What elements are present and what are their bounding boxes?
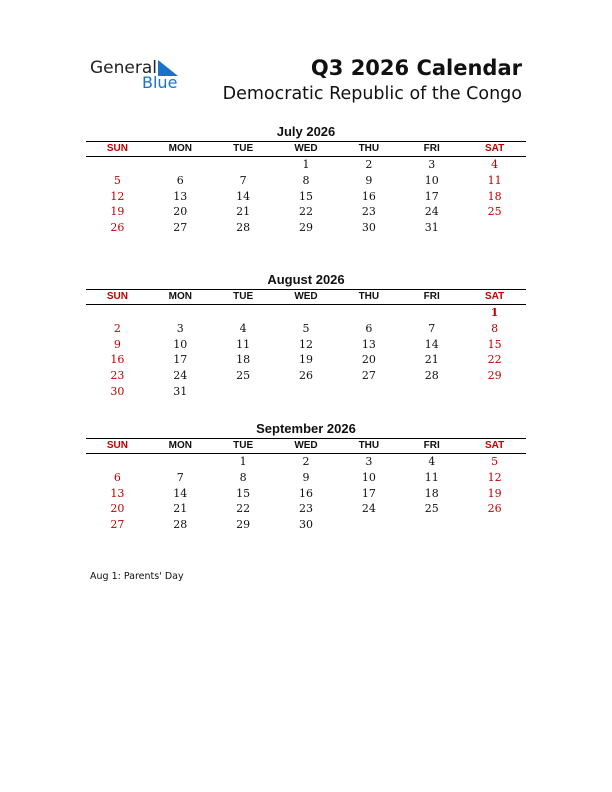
day-cell: 22 xyxy=(487,353,502,367)
day-cell: 25 xyxy=(424,502,439,516)
day-cell xyxy=(149,157,212,173)
day-cell: 15 xyxy=(299,189,313,203)
day-cell: 19 xyxy=(299,353,313,367)
day-cell: 31 xyxy=(424,221,439,235)
weekday-header xyxy=(86,289,526,305)
day-cell: 13 xyxy=(110,486,125,500)
day-cell: 8 xyxy=(302,173,310,187)
week-row xyxy=(86,305,526,321)
weekday-label: WED xyxy=(294,143,318,154)
day-cell: 1 xyxy=(302,158,310,171)
day-cell: 23 xyxy=(361,205,376,219)
day-cell: 24 xyxy=(424,205,439,219)
day-cell: 30 xyxy=(110,384,125,398)
day-cell: 5 xyxy=(113,173,121,187)
day-cell: 26 xyxy=(110,221,125,235)
day-cell: 28 xyxy=(424,369,439,383)
day-cell: 22 xyxy=(236,502,251,516)
day-cell: 11 xyxy=(236,337,251,351)
day-cell: 10 xyxy=(361,470,376,484)
weekday-label: THU xyxy=(358,440,380,451)
weekday-label: TUE xyxy=(233,440,254,451)
weekday-label: THU xyxy=(358,291,380,302)
day-cell: 12 xyxy=(110,189,125,203)
week-row xyxy=(86,337,526,353)
day-cell: 20 xyxy=(173,205,188,219)
day-cell: 17 xyxy=(424,189,439,203)
day-cell: 3 xyxy=(176,321,184,335)
day-cell xyxy=(337,517,400,533)
day-cell: 15 xyxy=(236,486,251,500)
day-cell: 5 xyxy=(491,455,499,468)
day-cell: 13 xyxy=(173,189,188,203)
day-cell xyxy=(400,305,463,321)
day-cell xyxy=(275,384,338,400)
logo xyxy=(90,58,190,92)
weekday-label: FRI xyxy=(423,291,440,302)
day-cell xyxy=(463,384,526,400)
weekday-label: FRI xyxy=(423,440,440,451)
month-title: August 2026 xyxy=(267,272,345,287)
day-cell: 8 xyxy=(491,321,499,335)
day-cell: 19 xyxy=(487,486,502,500)
week-row xyxy=(86,501,526,517)
day-cell xyxy=(212,157,275,173)
day-cell xyxy=(86,157,149,173)
day-cell xyxy=(86,454,149,470)
day-cell xyxy=(463,517,526,533)
day-cell: 2 xyxy=(302,455,310,468)
day-cell: 24 xyxy=(361,502,376,516)
week-row xyxy=(86,157,526,173)
day-cell: 4 xyxy=(239,321,247,335)
day-cell: 20 xyxy=(361,353,376,367)
week-row xyxy=(86,173,526,189)
day-cell xyxy=(149,305,212,321)
day-cell: 20 xyxy=(110,502,125,516)
day-cell xyxy=(400,517,463,533)
weekday-label: TUE xyxy=(233,143,254,154)
day-cell: 28 xyxy=(173,518,188,532)
day-cell: 25 xyxy=(487,205,502,219)
day-cell: 3 xyxy=(365,455,373,468)
day-cell: 26 xyxy=(487,502,502,516)
month-block xyxy=(86,421,526,533)
day-cell: 16 xyxy=(299,486,313,500)
week-row xyxy=(86,517,526,533)
week-row xyxy=(86,189,526,205)
weekday-label: WED xyxy=(294,291,318,302)
weekday-label: SAT xyxy=(484,291,505,302)
weekday-label: SUN xyxy=(106,143,128,154)
day-cell: 21 xyxy=(173,502,188,516)
day-cell: 5 xyxy=(302,321,310,335)
day-cell: 29 xyxy=(487,369,502,383)
weekday-header xyxy=(86,438,526,454)
day-cell: 16 xyxy=(110,353,125,367)
day-cell: 19 xyxy=(110,205,125,219)
weekday-label: SUN xyxy=(106,291,128,302)
page-title: Q3 2026 Calendar xyxy=(310,56,522,80)
month-block xyxy=(86,124,526,236)
day-cell: 23 xyxy=(299,502,313,516)
month-title: July 2026 xyxy=(276,124,336,139)
day-cell: 1 xyxy=(490,306,499,319)
day-cell: 10 xyxy=(424,173,439,187)
holiday-note: Aug 1: Parents' Day xyxy=(90,571,184,582)
day-cell: 27 xyxy=(361,369,376,383)
day-cell: 7 xyxy=(428,321,436,335)
day-cell: 18 xyxy=(236,353,251,367)
day-cell: 30 xyxy=(361,221,376,235)
day-cell: 4 xyxy=(491,158,499,171)
weekday-label: MON xyxy=(168,291,192,302)
day-cell: 6 xyxy=(365,321,373,335)
day-cell: 6 xyxy=(113,470,121,484)
day-cell: 18 xyxy=(487,189,502,203)
day-cell: 30 xyxy=(299,518,313,532)
day-cell: 12 xyxy=(487,470,502,484)
day-cell: 14 xyxy=(424,337,439,351)
weekday-label: FRI xyxy=(423,143,440,154)
day-cell: 2 xyxy=(113,321,121,335)
week-row xyxy=(86,384,526,400)
day-cell: 24 xyxy=(173,369,188,383)
month-block xyxy=(86,272,526,400)
week-row xyxy=(86,470,526,486)
day-cell: 4 xyxy=(428,455,436,468)
weekday-header xyxy=(86,141,526,157)
day-cell: 6 xyxy=(176,173,184,187)
week-row xyxy=(86,486,526,502)
day-cell: 21 xyxy=(424,353,439,367)
day-cell: 22 xyxy=(299,205,313,219)
week-row xyxy=(86,352,526,368)
logo-blue-text: Blue xyxy=(142,73,178,92)
day-cell: 14 xyxy=(173,486,188,500)
weekday-label: SAT xyxy=(484,440,505,451)
weekday-label: WED xyxy=(294,440,318,451)
day-cell: 1 xyxy=(239,455,247,468)
day-cell: 12 xyxy=(299,337,313,351)
day-cell: 29 xyxy=(236,518,251,532)
day-cell xyxy=(86,305,149,321)
weekday-label: SUN xyxy=(106,440,128,451)
day-cell: 28 xyxy=(236,221,251,235)
day-cell xyxy=(337,384,400,400)
week-row xyxy=(86,321,526,337)
day-cell: 2 xyxy=(365,158,373,171)
day-cell xyxy=(337,305,400,321)
weekday-label: SAT xyxy=(484,143,505,154)
weekday-label: MON xyxy=(168,440,192,451)
day-cell: 9 xyxy=(365,173,373,187)
weekday-label: TUE xyxy=(233,291,254,302)
day-cell: 27 xyxy=(110,518,125,532)
day-cell: 18 xyxy=(424,486,439,500)
day-cell: 21 xyxy=(236,205,251,219)
day-cell: 14 xyxy=(236,189,251,203)
week-row xyxy=(86,454,526,470)
week-row xyxy=(86,204,526,220)
day-cell: 9 xyxy=(113,337,121,351)
day-cell: 27 xyxy=(173,221,188,235)
day-cell: 15 xyxy=(487,337,502,351)
day-cell: 25 xyxy=(236,369,251,383)
week-row xyxy=(86,368,526,384)
day-cell: 11 xyxy=(424,470,439,484)
day-cell: 7 xyxy=(176,470,184,484)
week-row xyxy=(86,220,526,236)
day-cell: 17 xyxy=(173,353,188,367)
day-cell: 3 xyxy=(428,158,436,171)
day-cell: 16 xyxy=(361,189,376,203)
day-cell xyxy=(149,454,212,470)
day-cell: 31 xyxy=(173,384,188,398)
day-cell: 23 xyxy=(110,369,125,383)
day-cell: 26 xyxy=(299,369,313,383)
logo-general-text: General xyxy=(90,58,157,78)
day-cell: 10 xyxy=(173,337,188,351)
day-cell xyxy=(463,220,526,236)
day-cell: 8 xyxy=(239,470,247,484)
month-title: September 2026 xyxy=(256,421,356,436)
day-cell xyxy=(275,305,338,321)
day-cell: 7 xyxy=(239,173,247,187)
day-cell: 11 xyxy=(487,173,502,187)
page-subtitle: Democratic Republic of the Congo xyxy=(222,84,522,104)
weekday-label: MON xyxy=(168,143,192,154)
day-cell xyxy=(400,384,463,400)
day-cell xyxy=(212,305,275,321)
weekday-label: THU xyxy=(358,143,380,154)
day-cell: 13 xyxy=(361,337,376,351)
day-cell: 17 xyxy=(361,486,376,500)
day-cell xyxy=(212,384,275,400)
day-cell: 29 xyxy=(299,221,313,235)
day-cell: 9 xyxy=(302,470,310,484)
